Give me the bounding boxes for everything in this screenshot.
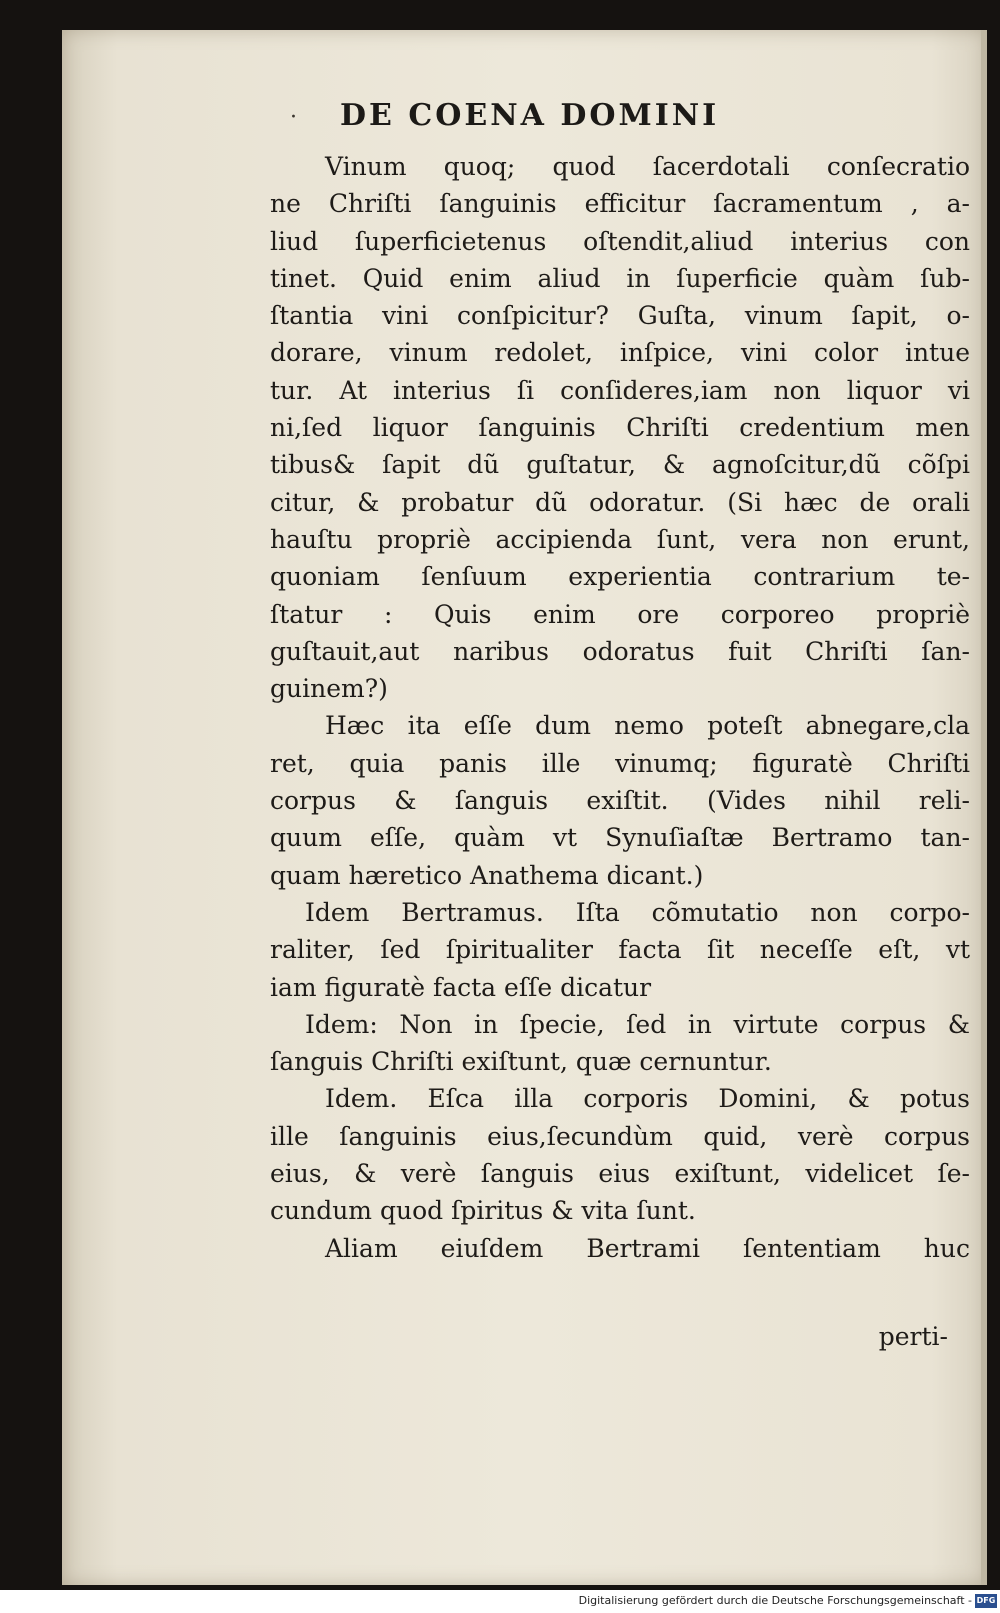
- text-line: tur. At interius ſi conſideres,iam non liquor vi: [270, 375, 970, 405]
- text-line: ſtatur : Quis enim ore corporeo propriè: [270, 599, 970, 629]
- text-line: ille ſanguinis eius,ſecundùm quid, verè corpus: [270, 1121, 970, 1151]
- text-line: ſanguis Chriſti exiſtunt, quæ cernuntur.: [270, 1047, 772, 1077]
- text-line: guinem?): [270, 674, 388, 704]
- text-line: eius, & verè ſanguis eius exiſtunt, videlicet ſe-: [270, 1159, 970, 1189]
- text-line: ne Chriſti ſanguinis efficitur ſacramentum , a-: [270, 189, 970, 219]
- page-edge: [981, 30, 987, 1585]
- text-line: liud ſuperficietenus oſtendit,aliud interius con: [270, 226, 970, 256]
- text-line: quum eſſe, quàm vt Synuſiaſtæ Bertramo tan-: [270, 823, 970, 853]
- text-line: guſtauit,aut naribus odoratus fuit Chriſti ſan-: [270, 636, 970, 666]
- text-line: iam figuratè facta eſſe dicatur: [270, 972, 652, 1002]
- text-line: raliter, ſed ſpiritualiter facta ſit neceſſe eſt, vt: [270, 935, 970, 965]
- text-line: Hæc ita eſſe dum nemo poteſt abnegare,cla: [325, 711, 970, 741]
- body-text: [270, 148, 970, 1267]
- text-line: ret, quia panis ille vinumq; figuratè Chriſti: [270, 748, 970, 778]
- digitization-credit: Digitalisierung gefördert durch die Deutsche Forschungsgemeinschaft -: [578, 1594, 972, 1607]
- text-line: Vinum quoq; quod ſacerdotali conſecratio: [325, 152, 970, 181]
- text-line: quoniam ſenſuum experientia contrarium te-: [270, 562, 970, 592]
- text-line: quam hæretico Anathema dicant.): [270, 860, 704, 890]
- text-line: citur, & probatur dũ odoratur. (Si hæc de orali: [270, 487, 970, 517]
- dfg-logo: DFG: [975, 1594, 997, 1608]
- text-line: Idem. Eſca illa corporis Domini, & potus: [325, 1084, 970, 1114]
- text-line: ni,ſed liquor ſanguinis Chriſti credentium men: [270, 413, 970, 443]
- text-line: tinet. Quid enim aliud in ſuperficie quàm ſub-: [270, 263, 970, 293]
- text-line: dorare, vinum redolet, inſpice, vini color intue: [270, 338, 970, 368]
- footer-bar: [0, 1590, 1000, 1613]
- header-mark: ·: [290, 105, 297, 130]
- catchword: perti-: [878, 1322, 948, 1351]
- text-line: corpus & ſanguis exiſtit. (Vides nihil reli-: [270, 786, 970, 816]
- text-line: Idem Bertramus. Iſta cõmutatio non corpo-: [305, 897, 970, 927]
- text-line: Idem: Non in ſpecie, ſed in virtute corpus &: [305, 1009, 970, 1039]
- text-line: ſtantia vini conſpicitur? Guſta, vinum ſapit, o-: [270, 301, 970, 331]
- text-line: hauſtu propriè accipienda ſunt, vera non erunt,: [270, 524, 970, 554]
- text-line: Aliam eiuſdem Bertrami ſententiam huc: [325, 1233, 970, 1263]
- running-head: DE COENA DOMINI: [340, 98, 720, 133]
- text-line: tibus& ſapit dũ guſtatur, & agnoſcitur,dũ cõſpi: [270, 450, 970, 480]
- text-line: cundum quod ſpiritus & vita ſunt.: [270, 1196, 696, 1226]
